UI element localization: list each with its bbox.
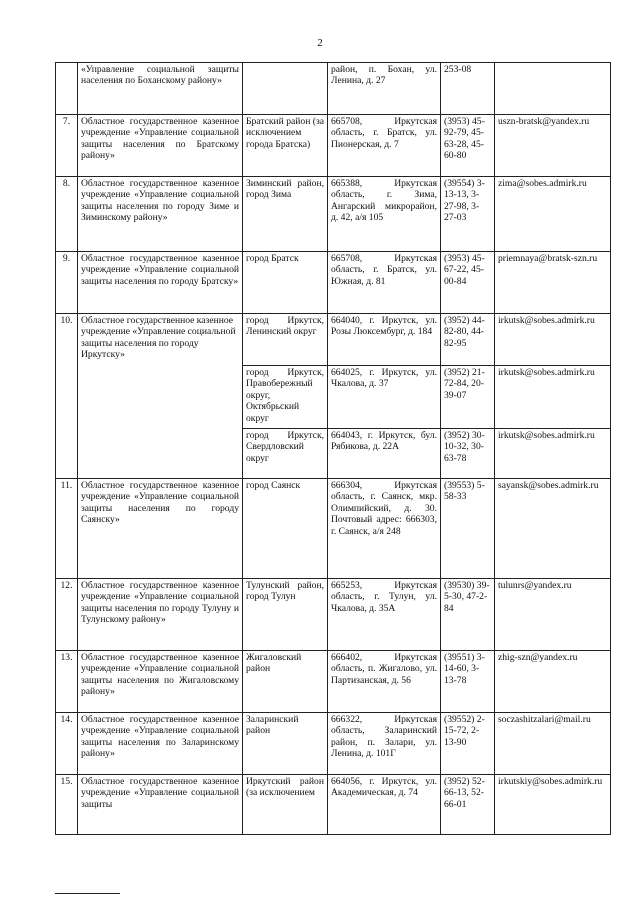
address-cell: 664043, г. Иркутск, бул. Рябикова, д. 22А bbox=[328, 429, 441, 479]
territory-cell: город Саянск bbox=[243, 479, 328, 579]
territory-cell: город Иркутск, Ленинский округ bbox=[243, 314, 328, 366]
address-cell: 665708, Иркутская область, г. Братск, ул. Южная, д. 81 bbox=[328, 252, 441, 314]
address-cell: 666304, Иркутская область, г. Саянск, мкр. Олимпийский, д. 30. Почтовый адрес: 666303, г. Саянск, а/я 248 bbox=[328, 479, 441, 579]
email-cell[interactable]: irkutskiy@sobes.admirk.ru bbox=[495, 775, 611, 835]
phone-cell: (39554) 3-13-13, 3-27-98, 3-27-03 bbox=[441, 177, 495, 252]
table-row bbox=[56, 713, 611, 775]
table-row bbox=[56, 651, 611, 713]
table-row bbox=[56, 177, 611, 252]
footnote-rule bbox=[55, 893, 120, 894]
address-cell: 664040, г. Иркутск, ул. Розы Люксембург, д. 184 bbox=[328, 314, 441, 366]
table-row bbox=[56, 579, 611, 651]
row-number-cell: 7. bbox=[56, 115, 78, 177]
row-number-cell: 11. bbox=[56, 479, 78, 579]
email-cell[interactable]: irkutsk@sobes.admirk.ru bbox=[495, 429, 611, 479]
phone-cell: 253-08 bbox=[441, 63, 495, 115]
row-number-cell: 10. bbox=[56, 314, 78, 479]
phone-cell: (39551) 3-14-60, 3-13-78 bbox=[441, 651, 495, 713]
organization-cell: Областное государственное казенное учреждение «Управление социальной защиты bbox=[78, 775, 243, 835]
phone-cell: (3953) 45-67-22, 45-00-84 bbox=[441, 252, 495, 314]
email-cell[interactable]: irkutsk@sobes.admirk.ru bbox=[495, 366, 611, 429]
territory-cell: Жигаловский район bbox=[243, 651, 328, 713]
address-cell: 665388, Иркутская область, г. Зима, Ангарский микрорайон, д. 42, а/я 105 bbox=[328, 177, 441, 252]
territory-cell: город Иркутск, Правобережный округ, Октябрьский округ bbox=[243, 366, 328, 429]
address-cell: 665708, Иркутская область, г. Братск, ул. Пионерская, д. 7 bbox=[328, 115, 441, 177]
territory-cell: город Братск bbox=[243, 252, 328, 314]
email-cell[interactable]: zima@sobes.admirk.ru bbox=[495, 177, 611, 252]
territory-cell: Братский район (за исключением города Братска) bbox=[243, 115, 328, 177]
organization-cell: Областное государственное казенное учреждение «Управление социальной защиты населения по городу Саянску» bbox=[78, 479, 243, 579]
address-cell: 666402, Иркутская область, п. Жигалово, ул. Партизанская, д. 56 bbox=[328, 651, 441, 713]
social-protection-offices-table bbox=[55, 62, 611, 835]
email-cell[interactable]: sayansk@sobes.admirk.ru bbox=[495, 479, 611, 579]
address-cell: 664056, г. Иркутск, ул. Академическая, д. 74 bbox=[328, 775, 441, 835]
table-row bbox=[56, 115, 611, 177]
territory-cell: Заларинский район bbox=[243, 713, 328, 775]
table-row bbox=[56, 314, 611, 366]
organization-cell: Областное государственное казенное учреждение «Управление социальной защиты населения по городу Тулуну и Тулунскому району» bbox=[78, 579, 243, 651]
phone-cell: (3952) 30-10-32, 30-63-78 bbox=[441, 429, 495, 479]
territory-cell: Тулунский район, город Тулун bbox=[243, 579, 328, 651]
organization-cell: Областное государственное казенное учреждение «Управление социальной защиты населения по городу Иркутску» bbox=[78, 314, 243, 479]
table-row bbox=[56, 63, 611, 115]
phone-cell: (39552) 2-15-72, 2-13-90 bbox=[441, 713, 495, 775]
territory-cell: город Иркутск, Свердловский округ bbox=[243, 429, 328, 479]
organization-cell: Областное государственное казенное учреждение «Управление социальной защиты населения по городу Братску» bbox=[78, 252, 243, 314]
address-cell: район, п. Бохан, ул. Ленина, д. 27 bbox=[328, 63, 441, 115]
address-cell: 666322, Иркутская область, Заларинский район, п. Залари, ул. Ленина, д. 101Г bbox=[328, 713, 441, 775]
territory-cell: Иркутский район (за исключением bbox=[243, 775, 328, 835]
phone-cell: (3952) 21-72-84, 20-39-07 bbox=[441, 366, 495, 429]
table-row bbox=[56, 479, 611, 579]
email-cell[interactable]: zhig-szn@yandex.ru bbox=[495, 651, 611, 713]
table-row bbox=[56, 252, 611, 314]
phone-cell: (39530) 39-5-30, 47-2-84 bbox=[441, 579, 495, 651]
phone-cell: (3952) 52-66-13, 52-66-01 bbox=[441, 775, 495, 835]
phone-cell: (3953) 45-92-79, 45-63-28, 45-60-80 bbox=[441, 115, 495, 177]
organization-cell: Областное государственное казенное учреждение «Управление социальной защиты населения по Заларинскому району» bbox=[78, 713, 243, 775]
organization-cell: Областное государственное казенное учреждение «Управление социальной защиты населения по городу Зиме и Зиминскому району» bbox=[78, 177, 243, 252]
email-cell[interactable] bbox=[495, 63, 611, 115]
row-number-cell: 9. bbox=[56, 252, 78, 314]
phone-cell: (39553) 5-58-33 bbox=[441, 479, 495, 579]
page-number: 2 bbox=[317, 37, 323, 49]
organization-cell: «Управление социальной защиты населения по Боханскому району» bbox=[78, 63, 243, 115]
row-number-cell: 13. bbox=[56, 651, 78, 713]
territory-cell bbox=[243, 63, 328, 115]
email-cell[interactable]: priemnaya@bratsk-szn.ru bbox=[495, 252, 611, 314]
row-number-cell bbox=[56, 63, 78, 115]
phone-cell: (3952) 44-82-80, 44-82-95 bbox=[441, 314, 495, 366]
territory-cell: Зиминский район, город Зима bbox=[243, 177, 328, 252]
organization-cell: Областное государственное казенное учреждение «Управление социальной защиты населения по Жигаловскому району» bbox=[78, 651, 243, 713]
email-cell[interactable]: irkutsk@sobes.admirk.ru bbox=[495, 314, 611, 366]
address-cell: 664025, г. Иркутск, ул. Чкалова, д. 37 bbox=[328, 366, 441, 429]
row-number-cell: 14. bbox=[56, 713, 78, 775]
organization-cell: Областное государственное казенное учреждение «Управление социальной защиты населения по Братскому району» bbox=[78, 115, 243, 177]
email-cell[interactable]: tulunrs@yandex.ru bbox=[495, 579, 611, 651]
table-row bbox=[56, 775, 611, 835]
email-cell[interactable]: soczashitzalari@mail.ru bbox=[495, 713, 611, 775]
row-number-cell: 8. bbox=[56, 177, 78, 252]
email-cell[interactable]: uszn-bratsk@yandex.ru bbox=[495, 115, 611, 177]
row-number-cell: 15. bbox=[56, 775, 78, 835]
address-cell: 665253, Иркутская область, г. Тулун, ул. Чкалова, д. 35А bbox=[328, 579, 441, 651]
row-number-cell: 12. bbox=[56, 579, 78, 651]
